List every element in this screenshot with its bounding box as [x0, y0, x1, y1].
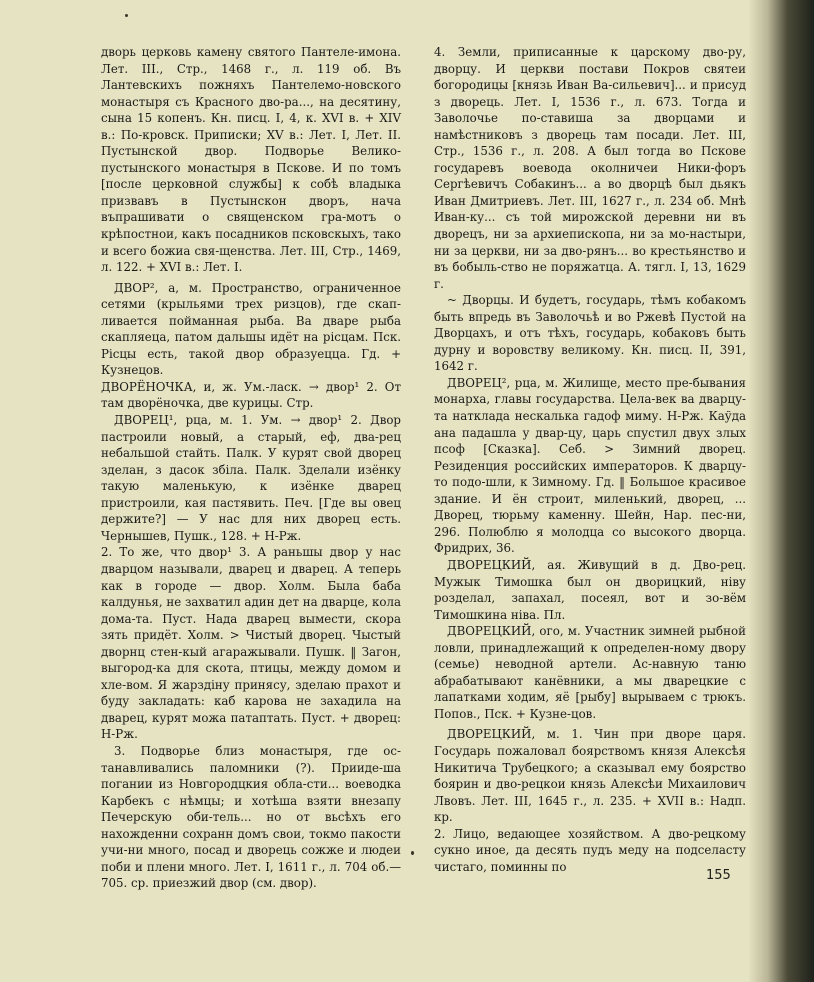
left-column: [101, 44, 401, 892]
entry-dvorets1-sense3: 3. Подворье близ монастыря, где ос-танавливались паломники (?). Прииде-ша погании из Новгородцкия обла-сти... воеводка Карбекъ с нѣмцы; и хотѣша взяти внезапу Печерскую оби-тель... но от вьсѣхъ его нахожденни сохранн домъ свои, токмо пакости учи-ни много, посад и дворець сожже и людеи поби и плени много. Лет. I, 1611 г., л. 704 об.—705. ср. приезжий двор (см. двор).: [101, 743, 401, 891]
entry-dvor1-continuation: дворь церковь камену святого Пантеле-имона. Лет. III., Стр., 1468 г., л. 119 об. Въ Лантевскихъ пожняхъ Пантелемо-новского монастыря съ Красного дво-ра..., на десятину, сына 15 копенъ. Кн. писц. I, 4, к. XVI в. + XIV в.: По-кровск. Приписки; XV в.: Лет. I, Лет. II. Пустынской двор. Подворье Велико-пустынского монастыря в Пскове. И по томъ [после церковной службы] к собѣ владыка призвавъ в Пустынскон дворъ, нача въпрашивати о священском гра-мотъ о крѣпостнои, какъ посадников псковскыхъ, тако и всего божиа свя-щенства. Лет. III, Стр., 1469, л. 122. + XVI в.: Лет. I.: [101, 45, 401, 275]
right-column: [434, 44, 746, 875]
entry-dvor2: ДВОР², а, м. Пространство, ограниченное сетями (крыльями трех ризцов), где скап-ливается пойманная рыба. Ва дваре рыба скапляеца, патом дальшы идёт на рісцам. Пск. Рісцы есть, такой двор образуецца. Гд. + Кузнецов.: [101, 280, 401, 378]
print-speck: [411, 851, 414, 855]
entry-dvorets1-sense1: ДВОРЕЦ¹, рца, м. 1. Ум. → двор¹ 2. Двор пастроили новый, а старый, еф, два-рец небальшой стайть. Палк. У курят свой дворец зделан, з дасок збіла. Палк. Зделали изёнку такую маленькую, к изёнке дварец пристроили, кая пастявить. Печ. [Где вы овец держите?] — У нас для них дворец есть. Чернышев, Пушк., 128. + Н-Рж.: [101, 413, 401, 543]
entry-dvorets1-sense2: 2. То же, что двор¹ 3. А раньшы двор у нас дварцом называли, дварец и дварец. А теперь как в городе — двор. Холм. Была баба калдунья, не захватил адин дет на дварце, кола дома-та. Пуст. Нада дварец вымести, скора зять придёт. Холм. > Чистый дворец. Чыстый дворнц стен-кый агаражывали. Пушк. ‖ Загон, выгород-ка для скота, птицы, между домом и хле-вом. Я жарздіну принясу, зделаю прахот и буду закладать: каб карова не захадила на дварец, курят можа патаптать. Пуст. + дворец: Н-Рж.: [101, 545, 401, 742]
entry-dvorets1-sense4: 4. Земли, приписанные к царскому дво-ру, дворцу. И церкви постави Покров святеи богородицы [князь Иван Ва-сильевич]... и присуд з дворець. Лет. I, 1536 г., л. 673. Тогда и Заволочье по-ставиша за дворцами и намѣстниковъ з дворець там посади. Лет. III, Стр., 1536 г., л. 208. А был тогда во Пскове государевъ воевода околничеи Ники-форъ Сергѣевичъ Собакинъ... а во дворцѣ был дьякъ Иван Дмитриевъ. Лет. III, 1627 г., л. 234 об. Мнѣ Иван-ку... съ той мирожской деревни ни въ дворецъ, ни за архиепископа, ни за мо-настыри, ни за церкви, ни за дво-рянъ... во крестьянство и въ бобыль-ство не поряжатца. А. тягл. I, 13, 1629 г.: [434, 45, 746, 291]
page-number: 155: [706, 868, 731, 883]
entry-dvoretskiy-noun1: ДВОРЕЦКИЙ, ого, м. Участник зимней рыбной ловли, принадлежащий к определен-ному двору (семье) неводной артели. Ас-навную таню абрабатывают канёвники, а мы дварецкие с лапатками ходим, яё [рыбу] вырываем с трюкъ. Попов., Пск. + Кузне-цов.: [434, 624, 746, 721]
page-edge-shadow: [748, 0, 814, 982]
entry-dvoretskiy-noun2-sense2: 2. Лицо, ведающее хозяйством. А дво-рецкому сукно иное, да десять пудъ меду на подселасту чистаго, поминны по: [434, 826, 746, 874]
entry-dvorets2: ДВОРЕЦ², рца, м. Жилище, место пре-бывания монарха, главы государства. Цела-век ва дварцу-та натклада нескалька гадоф миму. Н-Рж. Каўда ана падашла у двар-цу, царь спустил двух злых псоф [Сказка]. Себ. > Зимний дворец. Резиденция российских императоров. К дварцу-то подо-шли, к Зимному. Гд. ‖ Большое красивое здание. И ён строит, миленький, дворец, ... Дворец, тюрьму каменну. Шейн, Нар. пес-ни, 296. Полюблю я молодца со высокого дворца. Фридрих, 36.: [434, 375, 746, 556]
print-speck: [125, 14, 128, 17]
entry-dvoretskiy-noun2: ДВОРЕЦКИЙ, м. 1. Чин при дворе царя. Государь пожаловал боярствомъ князя Алексѣя Никитича Трубецкого; а сказывал ему боярство боярин и дво-рецкои князь Алексѣи Михаилович Лвовъ. Лет. III, 1645 г., л. 235. + XVII в.: Надп. кр.: [434, 727, 746, 825]
entry-dvorenochka: ДВОРЁНОЧКА, и, ж. Ум.-ласк. → двор¹ 2. От там дворёночка, две курицы. Стр.: [101, 379, 401, 411]
entry-dvortsy: ~ Дворцы. И будетъ, государь, тѣмъ кобакомъ быть впредь въ Заволочьѣ и во Ржевѣ Пустой на Дворцахъ, и отъ тѣхъ, государь, кобаковъ быть дурну и воровству великому. Кн. писц. II, 391, 1642 г.: [434, 293, 746, 374]
entry-dvoretskiy-adj: ДВОРЕЦКИЙ, ая. Живущий в д. Дво-рец. Мужык Тимошка был он дворицкий, ніву розделал, запахал, посеял, вот и зо-вём Тимошкина ніва. Пл.: [434, 557, 746, 622]
